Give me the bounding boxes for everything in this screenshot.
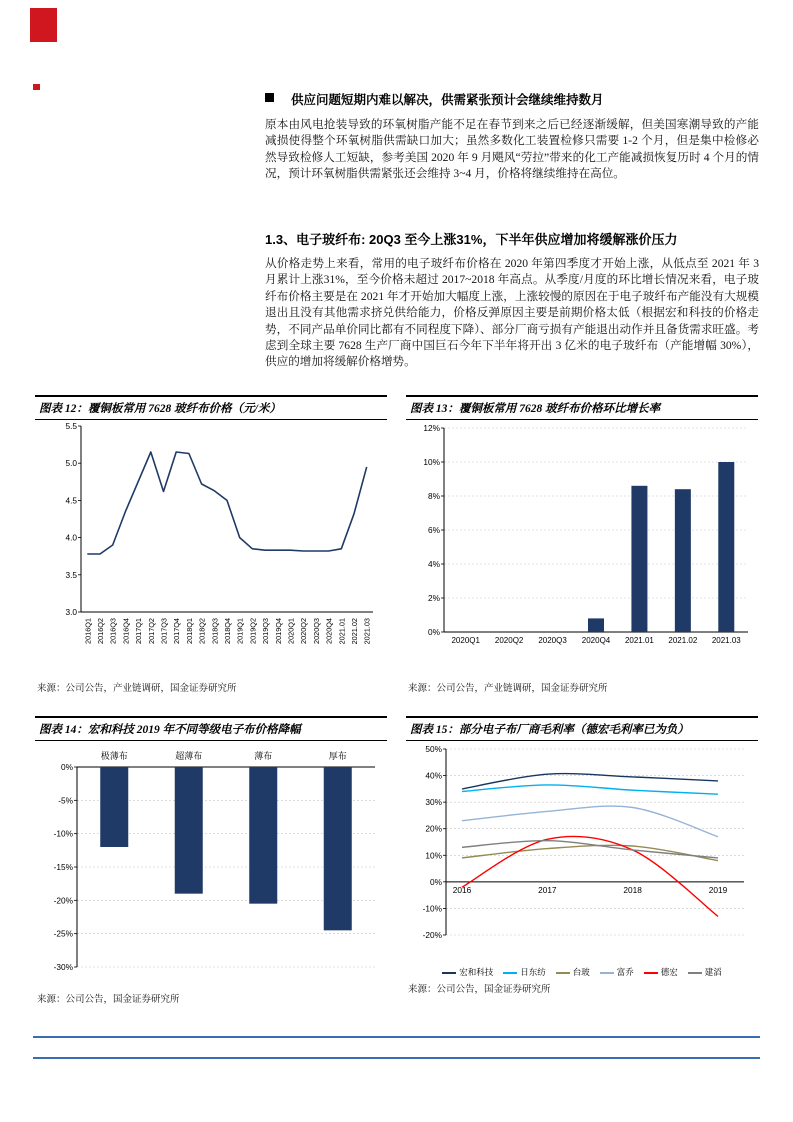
svg-text:2020Q3: 2020Q3 (538, 636, 567, 645)
svg-text:0%: 0% (430, 876, 442, 887)
margin-red-tick (33, 84, 40, 90)
legend-item: 宏和科技 (442, 966, 493, 978)
svg-text:2020Q2: 2020Q2 (299, 618, 309, 644)
figure-plot-2 (35, 741, 387, 983)
figure-15-title: 图表 15：部分电子布厂商毛利率（德宏毛利率已为负） (406, 716, 758, 741)
paragraph-epoxy-resin: 原本由风电抢装导致的环氧树脂产能不足在春节到来之后已经逐渐缓解，但美国寒潮导致的产能减损使得整个环氧树脂供需缺口加大；虽然多数化工装置检修只需要 1-2 个月，但是集中检修必然导致检修人工短缺，参考美国 2020 年 9 月飓风“劳拉”带来的化工产能减损恢复历时 4 个月的情况，预计环氧树脂供需紧张还会维持 3~4 月，价格将继续维持在高位。 (265, 118, 759, 181)
svg-text:2021.02: 2021.02 (349, 618, 359, 645)
svg-text:40%: 40% (425, 770, 442, 781)
svg-text:5.0: 5.0 (65, 458, 77, 469)
figure-13-title: 图表 13：覆铜板常用 7628 玻纤布价格环比增长率 (406, 395, 758, 420)
paragraph-glass-fiber-cloth: 从价格走势上来看，常用的电子玻纤布价格在 2020 年第四季度才开始上涨，从低点至 2021 年 3 月累计上涨31%，至今价格未超过 2017~2018 年高点。从季度/月度的环比增长情况来看，电子玻纤布价格主要是在 2021 年才开始加大幅度上涨，上涨较慢的原因在于电子玻纤布产能没有大规模退出且没有其他需求挤兑供给能力，价格反弹原因主要是前期价格太低（根据宏和科技的价格走势，不同产品单价同比都有不同程度下降）、部分厂商亏损有产能退出动作并且备货需求旺盛。考虑到全球主要 7628 生产厂商中国巨石今年下半年将开出 3 亿米的电子玻纤布（产能增幅 30%），供应的增加将缓解价格增势。 (265, 257, 759, 369)
svg-text:2021.03: 2021.03 (711, 636, 741, 645)
svg-text:2020Q1: 2020Q1 (451, 636, 480, 645)
svg-text:2019Q1: 2019Q1 (235, 618, 245, 644)
brand-logo (30, 8, 57, 42)
svg-text:12%: 12% (423, 423, 440, 433)
svg-text:3.5: 3.5 (65, 569, 77, 580)
svg-text:-30%: -30% (53, 962, 73, 972)
svg-text:6%: 6% (428, 525, 440, 535)
svg-text:2019Q2: 2019Q2 (248, 618, 258, 644)
footer-rule-bottom (33, 1057, 760, 1059)
svg-text:-10%: -10% (53, 828, 73, 839)
svg-text:-5%: -5% (58, 795, 73, 806)
svg-text:2019Q3: 2019Q3 (261, 618, 271, 644)
legend-marker-icon (442, 972, 456, 974)
svg-text:2017: 2017 (538, 884, 557, 895)
bullet-heading (265, 90, 759, 108)
svg-text:2021.02: 2021.02 (668, 636, 698, 645)
svg-text:2020Q1: 2020Q1 (286, 618, 296, 644)
figure-15-legend (406, 966, 758, 978)
figure-13 (406, 395, 758, 694)
section-heading-1-3: 1.3、电子玻纤布: 20Q3 至今上涨31%，下半年供应增加将缓解涨价压力 (265, 232, 678, 247)
svg-text:2%: 2% (428, 593, 440, 603)
svg-text:2017Q2: 2017Q2 (146, 618, 156, 644)
svg-text:-15%: -15% (53, 862, 73, 872)
figure-14-chart (35, 741, 387, 988)
svg-text:2018Q4: 2018Q4 (223, 618, 232, 644)
svg-text:超薄布: 超薄布 (175, 751, 203, 761)
svg-text:2021.01: 2021.01 (624, 636, 654, 645)
svg-text:厚布: 厚布 (328, 751, 347, 761)
svg-text:20%: 20% (425, 823, 442, 834)
figure-13-chart (406, 420, 758, 677)
svg-text:2020Q2: 2020Q2 (494, 636, 524, 645)
svg-text:2017Q3: 2017Q3 (159, 618, 169, 644)
svg-text:2018Q3: 2018Q3 (210, 618, 220, 644)
series-line-台玻 (462, 845, 718, 860)
figure-15 (406, 716, 758, 995)
svg-text:8%: 8% (428, 491, 440, 501)
svg-text:0%: 0% (428, 627, 440, 637)
figure-12-chart (35, 420, 387, 677)
figure-15-chart (406, 741, 758, 978)
legend-item: 建滔 (688, 966, 722, 978)
figure-plot-0 (35, 420, 387, 672)
svg-text:极薄布: 极薄布 (100, 751, 128, 761)
series-line-富乔 (462, 806, 718, 837)
footer-rule-top (33, 1036, 760, 1038)
svg-text:30%: 30% (425, 797, 442, 808)
svg-text:-10%: -10% (422, 903, 442, 914)
svg-text:4.5: 4.5 (65, 495, 77, 506)
figure-12-title: 图表 12：覆铜板常用 7628 玻纤布价格（元/米） (35, 395, 387, 420)
svg-text:2021.01: 2021.01 (337, 618, 347, 645)
figure-plot-3 (406, 741, 758, 959)
svg-text:2019: 2019 (708, 884, 728, 895)
legend-item: 台玻 (556, 966, 590, 978)
svg-text:2020Q4: 2020Q4 (581, 636, 611, 645)
series-line-德宏 (462, 836, 718, 916)
svg-text:2020Q3: 2020Q3 (311, 618, 321, 644)
svg-text:4%: 4% (428, 559, 440, 569)
svg-text:-20%: -20% (53, 895, 73, 906)
svg-text:2016Q1: 2016Q1 (83, 618, 93, 644)
svg-text:-25%: -25% (53, 928, 73, 939)
legend-marker-icon (688, 972, 702, 974)
svg-text:2019Q4: 2019Q4 (273, 618, 283, 644)
svg-text:2021.03: 2021.03 (362, 618, 372, 645)
svg-text:10%: 10% (423, 457, 440, 467)
svg-text:50%: 50% (425, 744, 442, 754)
figure-14-source: 来源：公司公告，国金证券研究所 (37, 995, 180, 1005)
figure-13-source: 来源：公司公告，产业链调研，国金证券研究所 (408, 684, 608, 694)
legend-item: 日东纺 (503, 966, 546, 978)
svg-text:10%: 10% (425, 850, 442, 861)
figure-plot-1 (406, 420, 758, 672)
svg-text:2017Q4: 2017Q4 (172, 618, 182, 644)
bullet-heading-text: 供应问题短期内难以解决，供需紧张预计会继续维持数月 (291, 93, 604, 107)
svg-text:薄布: 薄布 (254, 751, 273, 761)
series-line-日东纺 (462, 785, 718, 794)
svg-text:2020Q4: 2020Q4 (324, 618, 334, 644)
svg-text:2016Q2: 2016Q2 (96, 618, 106, 644)
legend-item: 富乔 (600, 966, 634, 978)
svg-text:2016: 2016 (452, 884, 472, 895)
figure-12-source: 来源：公司公告，产业链调研，国金证券研究所 (37, 684, 237, 694)
figure-12 (35, 395, 387, 694)
svg-text:2018Q1: 2018Q1 (184, 618, 194, 644)
svg-text:2016Q3: 2016Q3 (108, 618, 118, 644)
svg-text:2016Q4: 2016Q4 (121, 618, 131, 644)
figure-15-source: 来源：公司公告，国金证券研究所 (408, 985, 551, 995)
svg-text:2018: 2018 (623, 884, 642, 895)
svg-text:5.5: 5.5 (65, 421, 77, 431)
legend-marker-icon (503, 972, 517, 974)
svg-text:0%: 0% (61, 762, 73, 772)
legend-marker-icon (556, 972, 570, 974)
svg-text:-20%: -20% (422, 930, 442, 940)
legend-item: 德宏 (644, 966, 678, 978)
svg-text:2017Q1: 2017Q1 (134, 618, 144, 644)
svg-text:2018Q2: 2018Q2 (197, 618, 207, 644)
legend-marker-icon (600, 972, 614, 974)
legend-marker-icon (644, 972, 658, 974)
figure-14 (35, 716, 387, 1005)
svg-text:4.0: 4.0 (65, 532, 77, 543)
figure-14-title: 图表 14：宏和科技 2019 年不同等级电子布价格降幅 (35, 716, 387, 741)
square-bullet-icon (265, 93, 274, 102)
svg-text:3.0: 3.0 (65, 607, 77, 617)
